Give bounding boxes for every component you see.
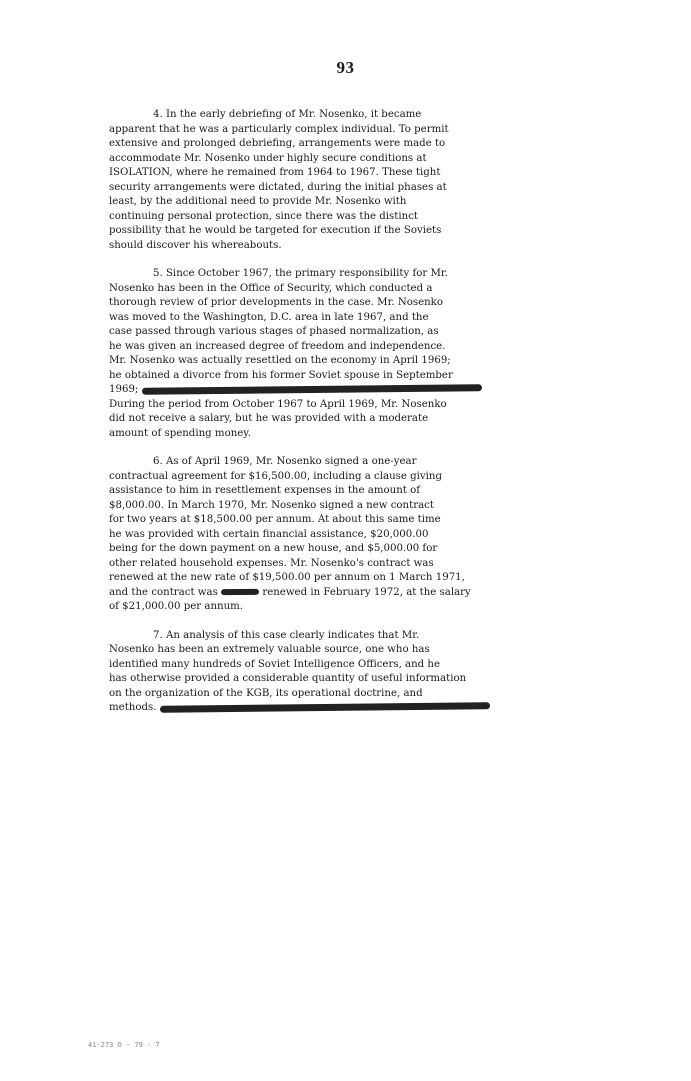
text-line: least, by the additional need to provide Mr. Nosenko with <box>109 196 407 207</box>
text-fragment: renewed in February 1972, at the salary <box>262 586 471 598</box>
text-line: security arrangements were dictated, during the initial phases at <box>109 181 447 193</box>
text-fragment: methods. <box>109 702 157 713</box>
text-line: he was provided with certain financial assistance, $20,000.00 <box>109 528 429 540</box>
text-line: should discover his whereabouts. <box>109 239 282 251</box>
text-line: identified many hundreds of Soviet Intelligence Officers, and he <box>109 658 441 670</box>
text-line: did not receive a salary, but he was provided with a moderate <box>109 413 429 424</box>
text-line: renewed at the new rate of $19,500.00 per annum on 1 March 1971, <box>109 572 465 583</box>
text-line: case passed through various stages of phased normalization, as <box>109 326 439 337</box>
text-line: continuing personal protection, since there was the distinct <box>109 210 418 222</box>
text-line: Nosenko has been in the Office of Security, which conducted a <box>109 282 433 294</box>
text-line: for two years at $18,500.00 per annum. At about this same time <box>109 514 441 525</box>
paragraph-4 <box>109 108 561 253</box>
text-line <box>109 383 561 398</box>
text-line: 5. Since October 1967, the primary responsibility for Mr. <box>153 268 448 279</box>
text-line: being for the down payment on a new house, and $5,000.00 for <box>109 543 438 554</box>
text-line: apparent that he was a particularly complex individual. To permit <box>109 123 449 135</box>
text-fragment: and the contract was <box>109 586 218 598</box>
text-line <box>109 586 561 601</box>
text-line: Mr. Nosenko was actually resettled on the economy in April 1969; <box>109 355 451 366</box>
text-line: Nosenko has been an extremely valuable source, one who has <box>109 644 430 655</box>
text-line: 4. In the early debriefing of Mr. Nosenko, it became <box>153 109 422 120</box>
document-body <box>109 108 561 716</box>
text-line: thorough review of prior developments in the case. Mr. Nosenko <box>109 297 443 308</box>
paragraph-5 <box>109 267 561 441</box>
text-line: 6. As of April 1969, Mr. Nosenko signed a one-year <box>153 456 417 467</box>
text-line: has otherwise provided a considerable quantity of useful information <box>109 673 467 684</box>
text-line: contractual agreement for $16,500.00, including a clause giving <box>109 470 443 482</box>
paragraph-7 <box>109 629 561 716</box>
text-line: he obtained a divorce from his former Soviet spouse in September <box>109 369 453 381</box>
text-line: other related household expenses. Mr. Nosenko's contract was <box>109 557 434 569</box>
text-line <box>109 701 561 716</box>
text-line: 7. An analysis of this case clearly indicates that Mr. <box>153 629 420 641</box>
redaction-mark <box>160 702 490 712</box>
footer-code: 41-273 O - 79 - 7 <box>88 1041 160 1049</box>
text-line: on the organization of the KGB, its operational doctrine, and <box>109 687 423 699</box>
text-line: amount of spending money. <box>109 427 251 439</box>
text-line: he was given an increased degree of freedom and independence. <box>109 340 446 352</box>
text-fragment: 1969; <box>109 384 139 395</box>
text-line: ISOLATION, where he remained from 1964 to 1967. These tight <box>109 167 441 178</box>
redaction-mark <box>142 384 482 395</box>
text-line: was moved to the Washington, D.C. area in late 1967, and the <box>109 311 429 323</box>
paragraph-6 <box>109 455 561 615</box>
text-line: extensive and prolonged debriefing, arrangements were made to <box>109 138 446 149</box>
text-line: $8,000.00. In March 1970, Mr. Nosenko signed a new contract <box>109 499 434 511</box>
text-line: of $21,000.00 per annum. <box>109 601 244 612</box>
text-line: assistance to him in resettlement expenses in the amount of <box>109 485 420 496</box>
page-number: 93 <box>336 58 355 77</box>
redaction-mark <box>221 588 259 594</box>
text-line: accommodate Mr. Nosenko under highly secure conditions at <box>109 152 427 164</box>
text-line: During the period from October 1967 to April 1969, Mr. Nosenko <box>109 398 447 410</box>
text-line: possibility that he would be targeted for execution if the Soviets <box>109 225 442 236</box>
